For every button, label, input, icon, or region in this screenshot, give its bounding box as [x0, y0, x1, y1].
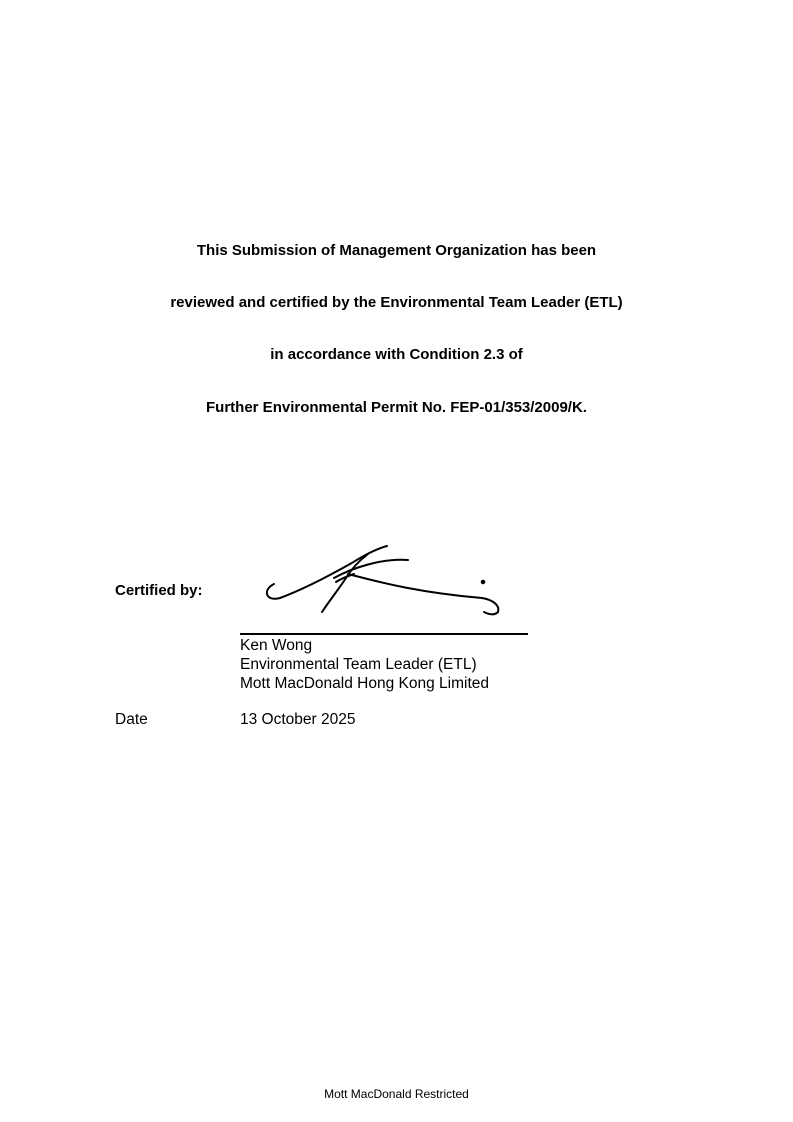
signer-name: Ken Wong — [240, 637, 313, 654]
statement-line-1: This Submission of Management Organization has been — [196, 242, 597, 259]
statement-line-4: Further Environmental Permit No. FEP-01/353/2009/K. — [206, 399, 587, 416]
signer-title: Environmental Team Leader (ETL) — [240, 656, 477, 673]
date-label: Date — [115, 711, 148, 728]
date-value: 13 October 2025 — [240, 711, 356, 728]
statement-line-2: reviewed and certified by the Environmental Team Leader (ETL) — [170, 294, 623, 311]
signer-details — [240, 636, 489, 693]
handwritten-signature-icon — [262, 540, 512, 620]
signature-line — [240, 633, 528, 635]
certified-by-label: Certified by: — [115, 582, 203, 599]
signer-company: Mott MacDonald Hong Kong Limited — [240, 675, 489, 692]
statement-line-3: in accordance with Condition 2.3 of — [270, 346, 523, 363]
footer-classification: Mott MacDonald Restricted — [324, 1087, 469, 1101]
